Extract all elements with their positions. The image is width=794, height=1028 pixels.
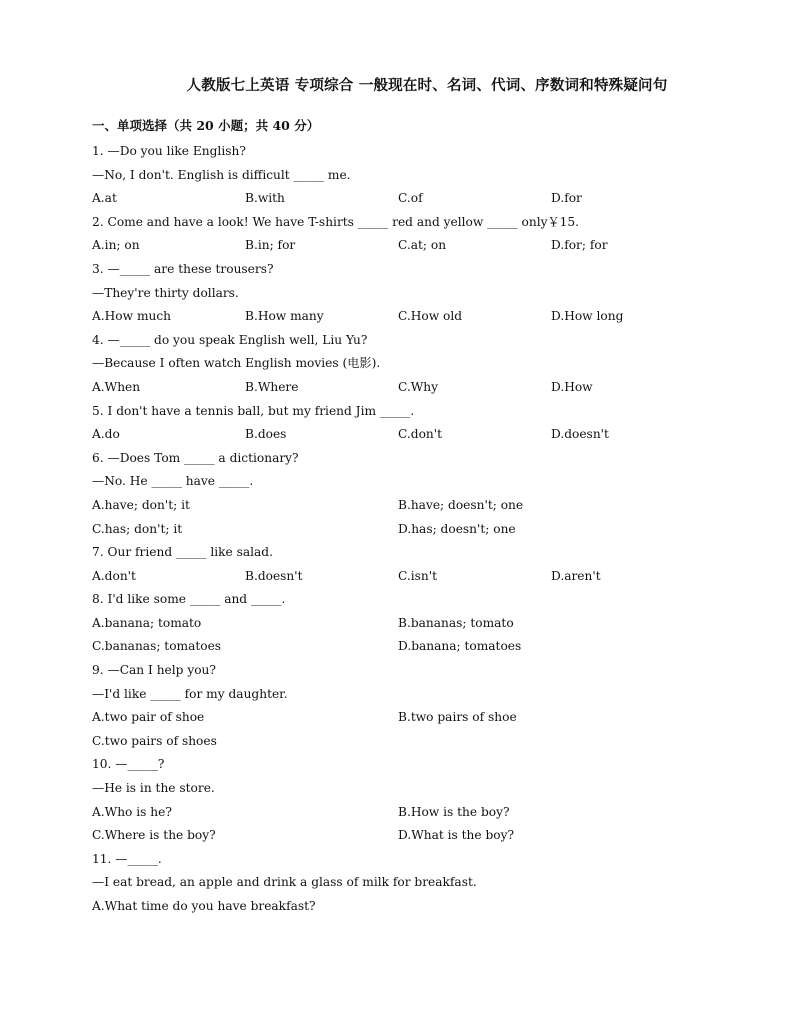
answer-option: D.for; for — [551, 238, 608, 253]
answer-option: D.has; doesn't; one — [398, 521, 516, 536]
option-row — [92, 824, 732, 848]
question-stem: 11. —_____. — [92, 851, 162, 866]
question-stem: 5. I don't have a tennis ball, but my friend Jim _____. — [92, 403, 415, 418]
answer-option: B.Where — [245, 379, 299, 394]
section-heading: 一、单项选择（共 20 小题；共 40 分） — [92, 118, 320, 133]
question-stem: 3. —_____ are these trousers? — [92, 261, 274, 276]
option-row — [92, 612, 732, 636]
page-title: 人教版七上英语 专项综合 一般现在时、名词、代词、序数词和特殊疑问句 — [186, 77, 668, 94]
answer-option: C.has; don't; it — [92, 521, 183, 536]
option-row — [92, 305, 732, 329]
answer-option: A.What time do you have breakfast? — [92, 899, 316, 913]
option-row — [92, 234, 732, 258]
answer-option: C.at; on — [398, 238, 447, 253]
answer-option: B.bananas; tomato — [398, 615, 514, 630]
option-row — [92, 423, 732, 447]
answer-option: B.in; for — [245, 238, 296, 253]
answer-option: D.How long — [551, 309, 624, 324]
question-dialogue-line: —I'd like _____ for my daughter. — [92, 686, 288, 701]
option-row — [92, 706, 732, 730]
option-row — [92, 518, 732, 542]
answer-option: A.banana; tomato — [92, 615, 202, 630]
answer-option: A.in; on — [92, 238, 140, 253]
question-stem: 1. —Do you like English? — [92, 144, 246, 158]
answer-option: C.two pairs of shoes — [92, 733, 217, 748]
question-stem: 7. Our friend _____ like salad. — [92, 545, 273, 560]
answer-option: B.does — [245, 427, 287, 442]
answer-option: B.doesn't — [245, 568, 303, 583]
answer-option: A.at — [92, 191, 117, 206]
option-row — [92, 801, 732, 825]
answer-option: B.How many — [245, 309, 324, 324]
question-stem: 6. —Does Tom _____ a dictionary? — [92, 450, 299, 465]
answer-option: C.Where is the boy? — [92, 828, 216, 843]
answer-option: D.for — [551, 191, 582, 206]
question-stem: 8. I'd like some _____ and _____. — [92, 592, 286, 607]
answer-option: A.do — [92, 427, 120, 442]
answer-option: A.two pair of shoe — [92, 710, 205, 725]
question-stem: 4. —_____ do you speak English well, Liu Yu? — [92, 332, 368, 347]
question-stem: 9. —Can I help you? — [92, 663, 216, 678]
answer-option: B.two pairs of shoe — [398, 710, 517, 725]
answer-option: B.with — [245, 191, 285, 206]
question-stem: 10. —_____? — [92, 757, 165, 772]
answer-option: A.When — [92, 379, 141, 394]
question-stem: 2. Come and have a look! We have T-shirts _____ red and yellow _____ only￥15. — [92, 214, 580, 229]
answer-option: C.bananas; tomatoes — [92, 639, 222, 654]
question-dialogue-line: —They're thirty dollars. — [92, 285, 239, 300]
question-dialogue-line: —No. He _____ have _____. — [92, 474, 254, 489]
option-row — [92, 376, 732, 400]
answer-option: D.What is the boy? — [398, 828, 515, 843]
answer-option: D.How — [551, 379, 593, 394]
answer-option: D.banana; tomatoes — [398, 639, 522, 654]
question-dialogue-line: —I eat bread, an apple and drink a glass of milk for breakfast. — [92, 875, 477, 890]
question-dialogue-line: —No, I don't. English is difficult _____ me. — [92, 167, 351, 182]
answer-option: C.isn't — [398, 568, 438, 583]
question-dialogue-line: —Because I often watch English movies (电影). — [92, 356, 381, 371]
answer-option: C.How old — [398, 309, 463, 324]
answer-option: B.have; doesn't; one — [398, 497, 524, 512]
option-row — [92, 635, 732, 659]
option-row — [92, 565, 732, 589]
answer-option: C.Why — [398, 379, 439, 394]
question-dialogue-line: —He is in the store. — [92, 781, 215, 796]
answer-option: C.of — [398, 191, 423, 206]
answer-option: D.doesn't — [551, 427, 609, 442]
answer-option: D.aren't — [551, 568, 601, 583]
question-list — [92, 140, 732, 919]
answer-option: B.How is the boy? — [398, 804, 510, 819]
answer-option: A.have; don't; it — [92, 497, 190, 512]
option-row — [92, 494, 732, 518]
answer-option: A.don't — [92, 568, 136, 583]
option-row — [92, 730, 732, 754]
answer-option: A.Who is he? — [92, 804, 172, 819]
answer-option: A.How much — [92, 309, 172, 324]
answer-option: C.don't — [398, 427, 443, 442]
option-row — [92, 187, 732, 211]
